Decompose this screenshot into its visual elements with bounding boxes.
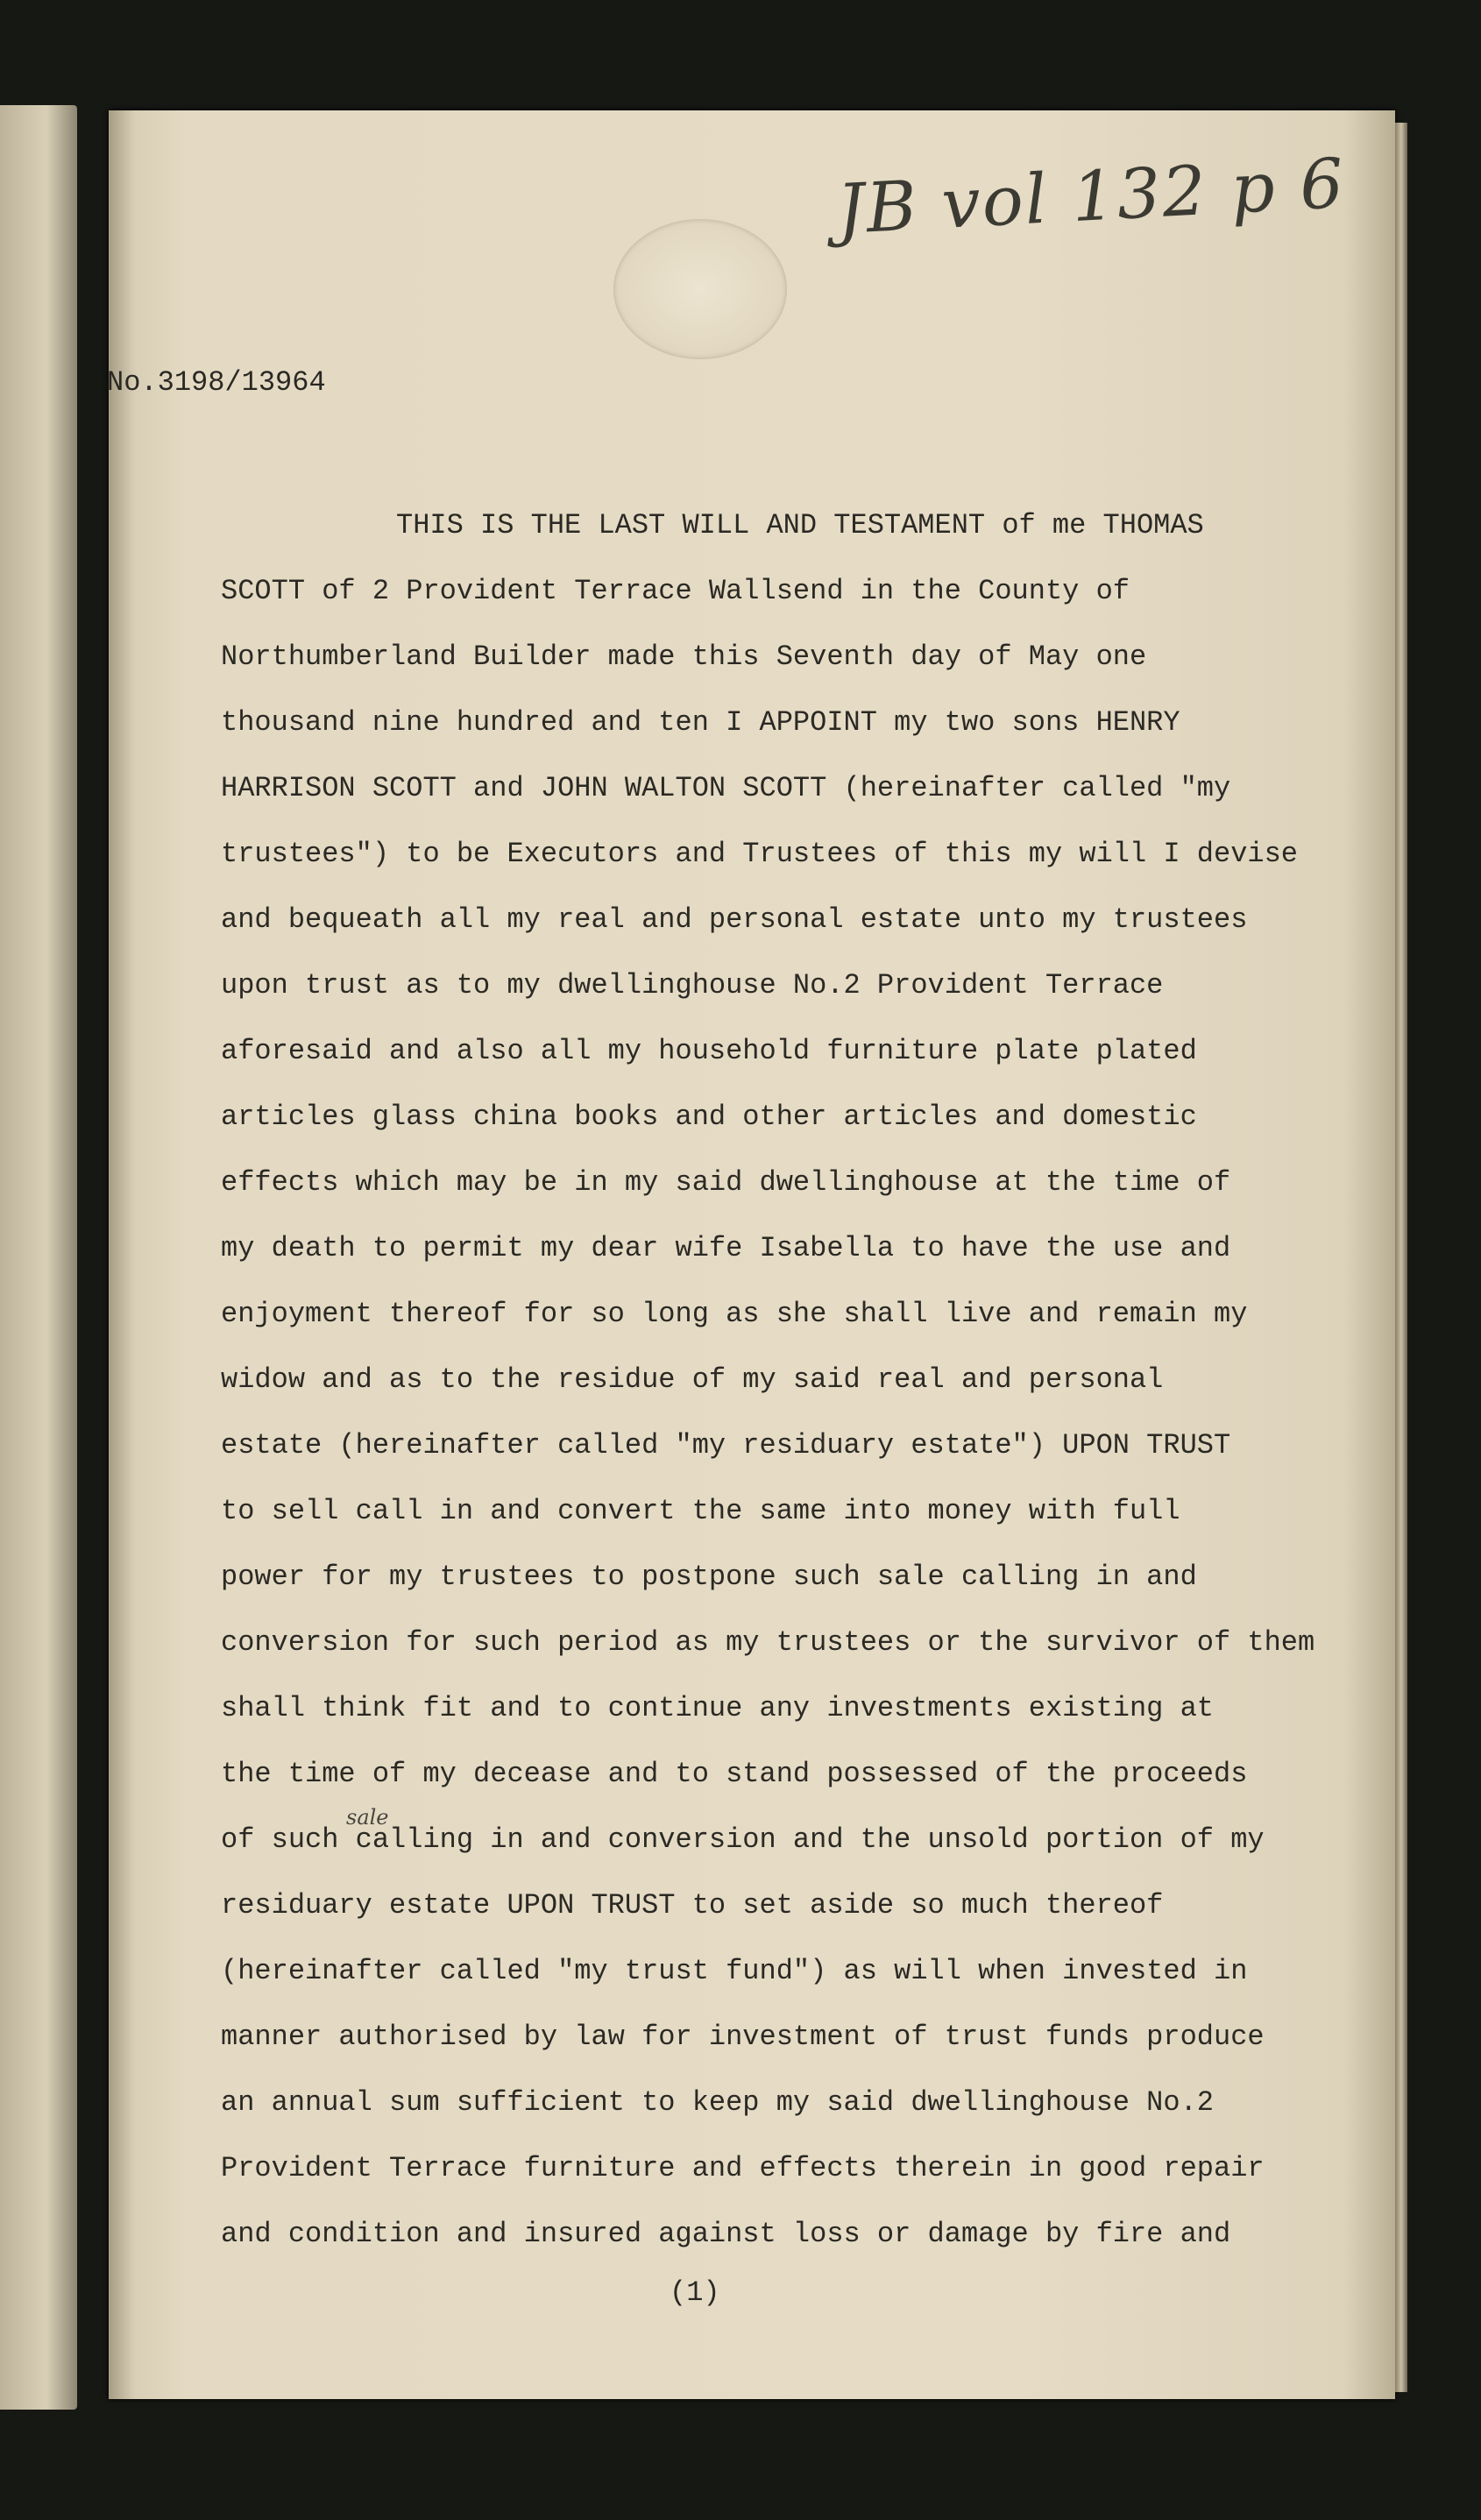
text-line: enjoyment thereof for so long as she shall live and remain my xyxy=(221,1298,1248,1330)
reference-number: No.3198/13964 xyxy=(107,366,326,399)
text-line: articles glass china books and other articles and domestic xyxy=(221,1101,1197,1133)
text-line: of such calling in and conversion and the unsold portion of my xyxy=(221,1823,1265,1856)
facing-page xyxy=(0,105,77,2410)
text-line: aforesaid and also all my household furniture plate plated xyxy=(221,1035,1197,1067)
text-line: conversion for such period as my trustees or the survivor of them xyxy=(221,1626,1315,1659)
embossed-seal xyxy=(613,219,787,359)
text-line: the time of my decease and to stand possessed of the proceeds xyxy=(221,1758,1248,1790)
text-line: manner authorised by law for investment of trust funds produce xyxy=(221,2021,1265,2053)
text-line: and bequeath all my real and personal estate unto my trustees xyxy=(221,903,1248,936)
text-line: SCOTT of 2 Provident Terrace Wallsend in the County of xyxy=(221,575,1130,607)
text-line: power for my trustees to postpone such sale calling in and xyxy=(221,1561,1197,1593)
text-line: to sell call in and convert the same into money with full xyxy=(221,1495,1180,1527)
text-line: widow and as to the residue of my said real and personal xyxy=(221,1363,1164,1396)
text-line: estate (hereinafter called "my residuary estate") UPON TRUST xyxy=(221,1429,1231,1462)
handwritten-annotation: JB vol 132 p 6 xyxy=(835,144,1348,251)
text-line: residuary estate UPON TRUST to set aside so much thereof xyxy=(221,1889,1164,1922)
text-line: effects which may be in my said dwellinghouse at the time of xyxy=(221,1166,1231,1199)
text-line: shall think fit and to continue any investments existing at xyxy=(221,1692,1214,1724)
text-line: upon trust as to my dwellinghouse No.2 Provident Terrace xyxy=(221,969,1164,1002)
text-line: (hereinafter called "my trust fund") as will when invested in xyxy=(221,1955,1248,1987)
text-line: trustees") to be Executors and Trustees of this my will I devise xyxy=(221,838,1298,870)
page-number: (1) xyxy=(670,2276,720,2309)
text-line: an annual sum sufficient to keep my said dwellinghouse No.2 xyxy=(221,2086,1214,2119)
text-line: HARRISON SCOTT and JOHN WALTON SCOTT (hereinafter called "my xyxy=(221,772,1231,804)
will-text xyxy=(221,492,1314,2267)
text-line: Provident Terrace furniture and effects therein in good repair xyxy=(221,2152,1265,2184)
text-line: Northumberland Builder made this Seventh day of May one xyxy=(221,641,1147,673)
page-edge xyxy=(1395,123,1407,2392)
handwritten-insertion: sale xyxy=(346,1805,389,1830)
text-line: and condition and insured against loss or damage by fire and xyxy=(221,2218,1231,2250)
text-line: thousand nine hundred and ten I APPOINT my two sons HENRY xyxy=(221,706,1180,739)
text-line: THIS IS THE LAST WILL AND TESTAMENT of me THOMAS xyxy=(396,509,1204,542)
text-line: my death to permit my dear wife Isabella to have the use and xyxy=(221,1232,1231,1264)
